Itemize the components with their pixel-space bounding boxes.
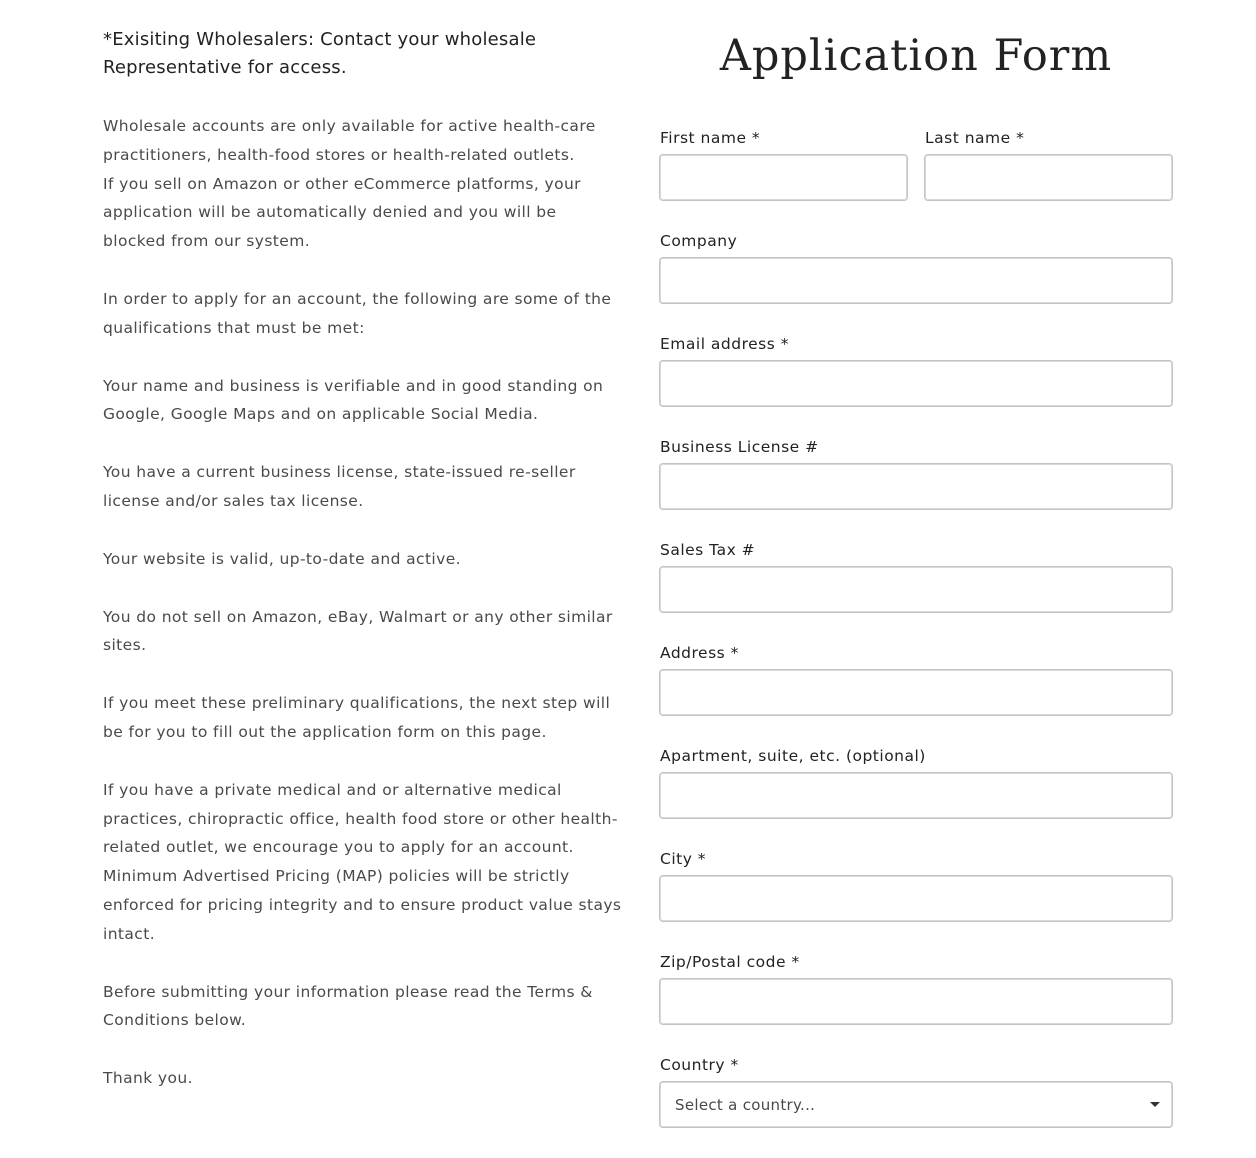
first-name-label: First name * <box>660 129 761 147</box>
apartment-label: Apartment, suite, etc. (optional) <box>660 747 926 765</box>
last-name-field <box>924 128 1173 201</box>
country-select-value: Select a country... <box>675 1095 816 1114</box>
company-label: Company <box>660 232 738 250</box>
email-field <box>659 334 1173 407</box>
zip-field <box>659 952 1173 1025</box>
company-field <box>659 231 1173 304</box>
address-input[interactable] <box>659 669 1173 716</box>
info-paragraph-group <box>103 112 623 256</box>
info-paragraph: If you sell on Amazon or other eCommerce platforms, your application will be automatically denied and you will be blocked from our system. <box>103 174 581 251</box>
info-paragraph: Your name and business is verifiable and in good standing on Google, Google Maps and on applicable Social Media. <box>103 376 604 424</box>
info-paragraph: Your website is valid, up-to-date and active. <box>103 549 461 568</box>
existing-wholesalers-notice: *Exisiting Wholesalers: Contact your wholesale Representative for access. <box>103 29 537 78</box>
address-label: Address * <box>660 644 739 662</box>
sales-tax-field <box>659 540 1173 613</box>
address-field <box>659 643 1173 716</box>
info-paragraph: Before submitting your information please read the Terms & Conditions below. <box>103 982 593 1030</box>
info-paragraph: You have a current business license, state-issued re-seller license and/or sales tax license. <box>103 463 576 510</box>
info-paragraph: If you meet these preliminary qualifications, the next step will be for you to fill out the application form on this page. <box>103 694 611 741</box>
page-title: Application Form <box>719 31 1113 81</box>
thank-you-text: Thank you. <box>103 1069 193 1088</box>
sales-tax-label: Sales Tax # <box>660 541 756 559</box>
business-license-label: Business License # <box>660 438 819 456</box>
wholesale-info <box>103 26 623 1122</box>
apartment-input[interactable] <box>659 772 1173 819</box>
chevron-down-icon <box>1150 1102 1160 1107</box>
business-license-input[interactable] <box>659 463 1173 510</box>
email-label: Email address * <box>660 335 790 353</box>
first-name-field <box>659 128 908 201</box>
info-paragraph: In order to apply for an account, the following are some of the qualifications that must be met: <box>103 289 612 337</box>
apartment-field <box>659 746 1173 819</box>
company-input[interactable] <box>659 257 1173 304</box>
business-license-field <box>659 437 1173 510</box>
application-form <box>659 128 1173 1128</box>
country-label: Country * <box>660 1056 739 1074</box>
last-name-label: Last name * <box>925 129 1025 147</box>
info-paragraph: Wholesale accounts are only available for active health-care practitioners, health-food stores or health-related outlets. <box>103 117 596 164</box>
country-select[interactable] <box>659 1081 1173 1128</box>
email-input[interactable] <box>659 360 1173 407</box>
info-paragraph: If you have a private medical and or alternative medical practices, chiropractic office, health food store or other health-related outlet, we encourage you to apply for an account. Minimum Advertised Pricing (MAP) policies will be strictly enforced for pricing integrity and to ensure product value stays intact. <box>103 780 622 943</box>
city-input[interactable] <box>659 875 1173 922</box>
last-name-input[interactable] <box>924 154 1173 201</box>
zip-label: Zip/Postal code * <box>660 953 800 971</box>
city-field <box>659 849 1173 922</box>
first-name-input[interactable] <box>659 154 908 201</box>
application-form-section <box>659 26 1173 1158</box>
sales-tax-input[interactable] <box>659 566 1173 613</box>
zip-input[interactable] <box>659 978 1173 1025</box>
city-label: City * <box>660 850 707 868</box>
country-field <box>659 1055 1173 1128</box>
info-paragraph: You do not sell on Amazon, eBay, Walmart or any other similar sites. <box>103 607 613 655</box>
